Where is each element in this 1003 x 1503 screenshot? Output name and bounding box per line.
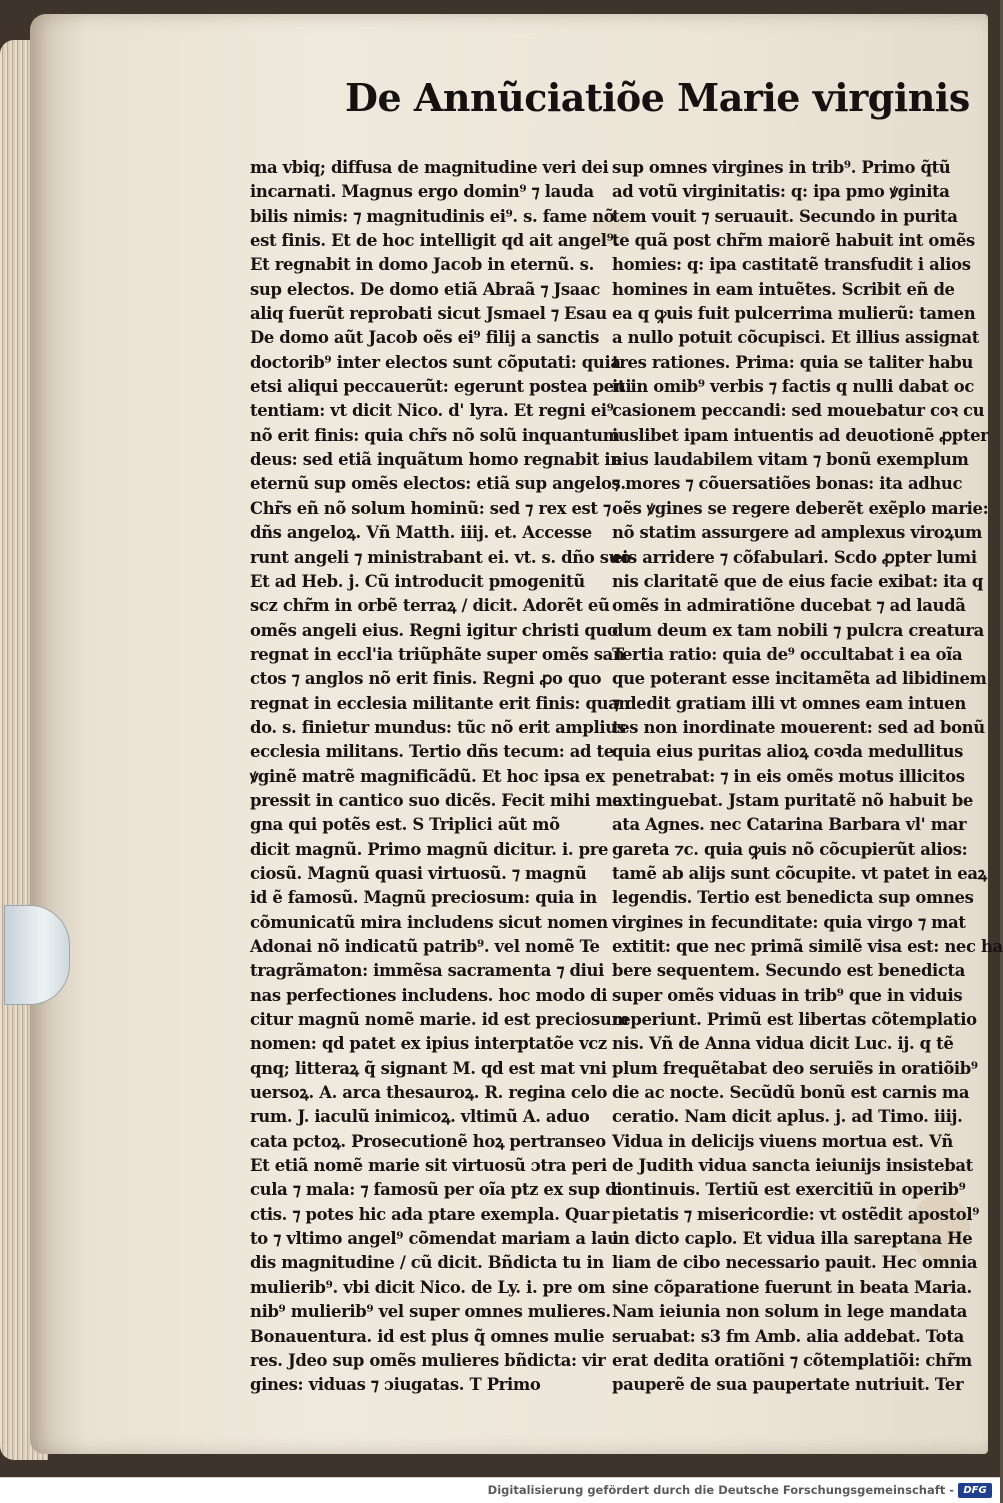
text-line: virgines in fecunditate: quia virgo ⁊ mat	[612, 912, 966, 932]
text-line: runt angeli ⁊ ministrabant ei. vt. s. dño suo	[250, 547, 631, 567]
text-line: ea q ꝙuis fuit pulcerrima mulierũ: tamen	[612, 304, 976, 324]
text-line: plum frequẽtabat deo seruiẽs in oratiõib⁹	[612, 1058, 978, 1078]
text-line: qnq; litteraꝝ q̃ signant M. qd est mat vni	[250, 1058, 607, 1078]
text-line: Tertia ratio: quia de⁹ occultabat i ea oĩa	[612, 644, 963, 664]
text-line: ⁊ dedit gratiam illi vt omnes eam intuen	[612, 693, 966, 713]
text-line: uersoꝝ. A. arca thesauroꝝ. R. regina celo	[250, 1083, 608, 1103]
text-line: ecclesia militans. Tertio dñs tecum: ad te	[250, 742, 614, 762]
text-line: ⁊ mores ⁊ cõuersatiões bonas: ita adhuc	[612, 474, 963, 494]
text-line: dicit magnũ. Primo magnũ dicitur. i. pre	[250, 839, 609, 859]
text-line: sup omnes virgines in trib⁹. Primo q̃tũ	[612, 158, 951, 177]
text-line: bilis nimis: ⁊ magnitudinis ei⁹. s. fame nõ	[250, 206, 615, 226]
text-line: a nullo potuit cõcupisci. Et illius assignat	[612, 328, 979, 348]
text-line: super omẽs viduas in trib⁹ que in viduis	[612, 985, 963, 1005]
text-line: regnat in eccl'ia triũphãte super omẽs san	[250, 644, 625, 664]
text-line: ctos ⁊ anglos nõ erit finis. Regni ꝓo quo	[250, 669, 602, 689]
text-line: Et etiã nomẽ marie sit virtuosũ ɔtra peri	[250, 1156, 607, 1176]
text-line: ata Agnes. nec Catarina Barbara vl' mar	[612, 815, 967, 835]
text-line: pressit in cantico suo dicẽs. Fecit mihi ma	[250, 790, 623, 810]
text-line: pauperẽ de sua paupertate nutriuit. Ter	[612, 1375, 964, 1395]
text-line: Chr̃s eñ nõ solum hominũ: sed ⁊ rex est ⁊	[250, 498, 611, 518]
text-line: ceratio. Nam dicit aplus. j. ad Timo. iiij.	[612, 1107, 963, 1127]
text-line: ma vbiq; diffusa de magnitudine veri dei	[250, 158, 609, 177]
text-line: nõ erit finis: quia chr̃s nõ solũ inquantum	[250, 425, 620, 445]
text-line: De domo aũt Jacob oẽs ei⁹ filij a sanctis	[250, 328, 599, 348]
text-line: tes non inordinate mouerent: sed ad bonũ	[612, 717, 985, 737]
text-line: dñs angeloꝝ. Vñ Matth. iiij. et. Accesse	[250, 523, 592, 543]
text-line: Adonai nõ indicatũ patrib⁹. vel nomẽ Te	[250, 937, 600, 956]
text-line: tragrãmaton: immẽsa sacramenta ⁊ diui	[250, 961, 604, 981]
text-line: ctis. ⁊ potes hic ada ptare exempla. Quar	[250, 1204, 610, 1224]
text-line: cõmunicatũ mira includens sicut nomen	[250, 912, 608, 932]
text-line: gareta ⁊c. quia ꝙuis nõ cõcupierũt alios:	[612, 839, 968, 859]
text-line: res. Jdeo sup omẽs mulieres bñdicta: vir	[250, 1350, 606, 1370]
text-line: extinguebat. Jstam puritatẽ nõ habuit be	[612, 790, 974, 810]
text-line: tem vouit ⁊ seruauit. Secundo in purita	[612, 206, 958, 226]
text-line: nas perfectiones includens. hoc modo di	[250, 985, 608, 1005]
text-line: regnat in ecclesia militante erit finis: quan	[250, 693, 630, 713]
text-line: Et ad Heb. j. Cũ introducit pmogenitũ	[250, 571, 585, 591]
footer-credit: Digitalisierung gefördert durch die Deutsche Forschungsgemeinschaft -	[487, 1483, 954, 1497]
text-line: extitit: que nec primã similẽ visa est: nec ha	[612, 937, 1003, 956]
text-line: tres rationes. Prima: quia se taliter habu	[612, 352, 973, 372]
text-line: ad votũ virginitatis: q: ipa pmo ꝟginita	[612, 182, 950, 202]
text-line: homies: q: ipa castitatẽ transfudit i alios	[612, 255, 971, 275]
text-line: oẽs ꝟgines se regere deberẽt exẽplo marie:	[612, 498, 989, 518]
text-line: homines in eam intuẽtes. Scribit eñ de	[612, 279, 955, 299]
page-clip	[4, 905, 70, 1005]
text-line: eternũ sup omẽs electos: etiã sup angelos.	[250, 474, 626, 494]
text-line: tentiam: vt dicit Nico. d' lyra. Et regni ei⁹	[250, 401, 614, 421]
text-line: do. s. finietur mundus: tũc nõ erit amplius	[250, 717, 626, 737]
text-line: reperiunt. Primũ est libertas cõtemplatio	[612, 1010, 977, 1030]
text-line: nis. Vñ de Anna vidua dicit Luc. ij. q tẽ	[612, 1034, 954, 1054]
text-line: nib⁹ mulierib⁹ vel super omnes mulieres.	[250, 1302, 611, 1322]
text-line: que poterant esse incitamẽta ad libidinem	[612, 669, 987, 689]
text-line: erat dedita oratiõni ⁊ cõtemplatiõi: chr̃m	[612, 1350, 972, 1370]
text-line: etsi aliqui peccauerũt: egerunt postea peni	[250, 377, 632, 397]
text-line: omẽs in admiratiõne ducebat ⁊ ad laudã	[612, 596, 966, 616]
text-line: est finis. Et de hoc intelligit qd ait angel⁹.	[250, 231, 619, 251]
text-line: die ac nocte. Secũdũ bonũ est carnis ma	[612, 1083, 970, 1103]
text-column-right	[612, 156, 1003, 1398]
text-line: deus: sed etiã inquãtum homo regnabit in	[250, 450, 622, 470]
text-line: te quã post chr̃m maiorẽ habuit int omẽs	[612, 231, 975, 251]
text-line: scz chr̃m in orbẽ terraꝝ / dicit. Adorẽt eũ	[250, 596, 610, 616]
text-line: eis arridere ⁊ cõfabulari. Scdo ꝓpter lumi	[612, 547, 977, 567]
text-line: sup electos. De domo etiã Abraã ⁊ Jsaac	[250, 279, 600, 299]
text-column-left	[250, 156, 632, 1398]
text-line: gna qui potẽs est. S Triplici aũt mõ	[250, 815, 560, 835]
text-line: continuis. Tertiũ est exercitiũ in operib⁹	[612, 1180, 966, 1200]
footer-bar	[0, 1477, 1000, 1503]
text-line: liam de cibo necessario pauit. Hec omnia	[612, 1253, 978, 1273]
text-line: citur magnũ nomẽ marie. id est preciosum	[250, 1010, 629, 1030]
text-line: ciosũ. Magnũ quasi virtuosũ. ⁊ magnũ	[250, 863, 587, 883]
text-line: doctorib⁹ inter electos sunt cõputati: quia	[250, 352, 621, 372]
text-line: it in omib⁹ verbis ⁊ factis q nulli dabat oc	[612, 377, 974, 397]
text-line: eius laudabilem vitam ⁊ bonũ exemplum	[612, 450, 969, 470]
text-line: mulierib⁹. vbi dicit Nico. de Ly. i. pre om	[250, 1277, 606, 1297]
text-line: id ẽ famosũ. Magnũ preciosum: quia in	[250, 888, 597, 908]
text-line: pietatis ⁊ misericordie: vt ostẽdit apostol⁹	[612, 1204, 980, 1224]
text-line: in dicto caplo. Et vidua illa sareptana He	[612, 1229, 973, 1249]
dfg-logo: DFG	[958, 1483, 992, 1498]
text-line: tamẽ ab alijs sunt cõcupite. vt patet in eaꝝ	[612, 863, 987, 883]
text-line: de Judith vidua sancta ieiunijs insistebat	[612, 1156, 973, 1176]
text-line: incarnati. Magnus ergo domin⁹ ⁊ lauda	[250, 182, 594, 202]
page-heading: De Annũciatiõe Marie virginis	[345, 75, 970, 120]
text-line: Et regnabit in domo Jacob in eternũ. s.	[250, 255, 594, 275]
text-line: quia eius puritas alioꝝ coꝛda medullitus	[612, 742, 963, 762]
text-line: ꝟginẽ matrẽ magnificãdũ. Et hoc ipsa ex	[250, 766, 605, 786]
text-line: iuslibet ipam intuentis ad deuotionẽ ꝓpter	[612, 425, 989, 445]
text-line: aliq fuerũt reprobati sicut Jsmael ⁊ Esau	[250, 304, 607, 324]
text-line: to ⁊ vltimo angel⁹ cõmendat mariam a lau	[250, 1229, 619, 1249]
text-line: cata pctoꝝ. Prosecutionẽ hoꝝ pertranseo	[250, 1131, 606, 1151]
text-line: penetrabat: ⁊ in eis omẽs motus illicitos	[612, 766, 965, 786]
text-line: nis claritatẽ que de eius facie exibat: ita q	[612, 571, 983, 591]
text-line: nõ statim assurgere ad amplexus viroꝝum	[612, 523, 982, 543]
text-line: rum. J. iaculũ inimicoꝝ. vltimũ A. aduo	[250, 1107, 590, 1127]
text-line: dum deum ex tam nobili ⁊ pulcra creatura	[612, 620, 984, 640]
text-line: gines: viduas ⁊ ɔiugatas. T Primo	[250, 1375, 541, 1395]
text-line: cula ⁊ mala: ⁊ famosũ per oĩa ptz ex sup di	[250, 1180, 623, 1200]
text-line: omẽs angeli eius. Regni igitur christi quo	[250, 620, 618, 640]
text-line: dis magnitudine / cũ dicit. Bñdicta tu in	[250, 1253, 604, 1273]
text-line: Bonauentura. id est plus q̃ omnes mulie	[250, 1326, 605, 1346]
text-line: bere sequentem. Secundo est benedicta	[612, 961, 966, 981]
text-line: Vidua in delicijs viuens mortua est. Vñ	[612, 1131, 953, 1151]
text-line: casionem peccandi: sed mouebatur coꝛ cu	[612, 401, 985, 421]
text-line: legendis. Tertio est benedicta sup omnes	[612, 888, 974, 908]
text-line: nomen: qd patet ex ipius interptatõe vcz	[250, 1034, 607, 1054]
text-line: seruabat: s3 fm Amb. alia addebat. Tota	[612, 1326, 964, 1346]
text-line: sine cõparatione fuerunt in beata Maria.	[612, 1277, 972, 1297]
text-line: Nam ieiunia non solum in lege mandata	[612, 1302, 968, 1322]
